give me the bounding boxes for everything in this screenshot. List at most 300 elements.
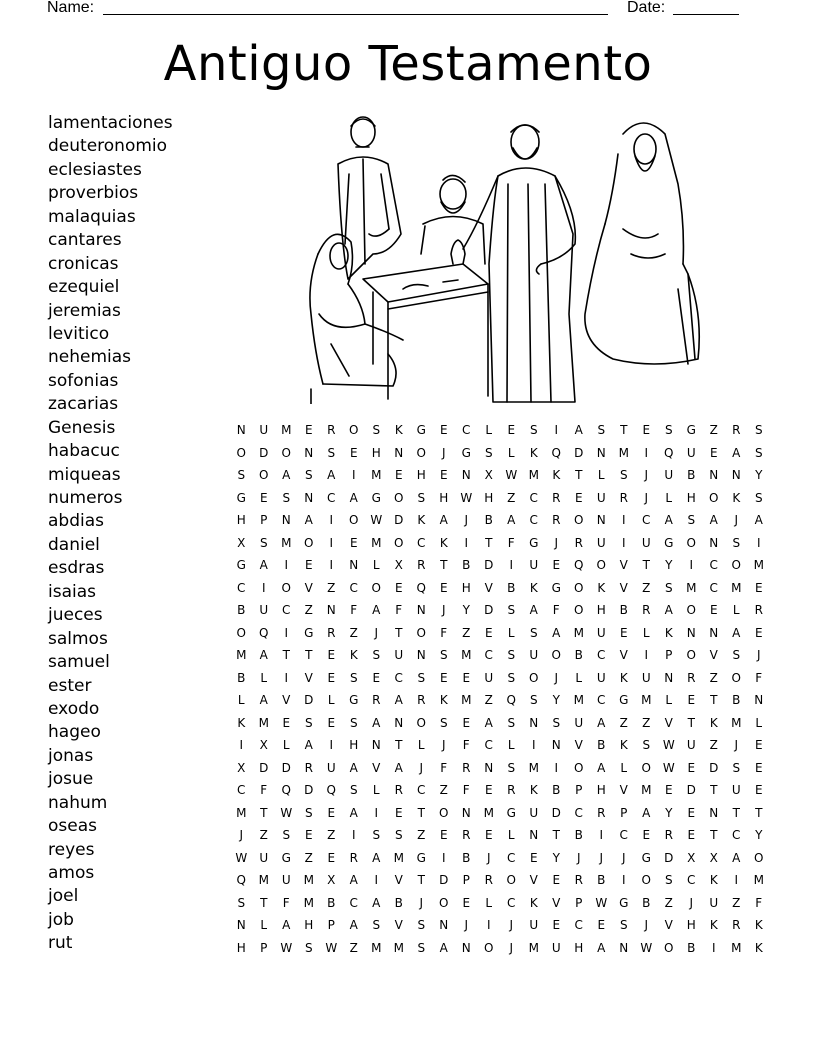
grid-letter[interactable]: S [394, 828, 403, 842]
grid-letter[interactable]: M [618, 445, 629, 460]
grid-letter[interactable]: A [372, 715, 381, 730]
grid-letter[interactable]: N [304, 445, 314, 460]
grid-letter[interactable]: O [236, 445, 246, 460]
grid-letter[interactable]: D [394, 513, 404, 527]
grid-letter[interactable]: A [732, 850, 741, 865]
grid-letter[interactable]: C [237, 783, 246, 797]
grid-letter[interactable]: U [259, 423, 269, 437]
grid-letter[interactable]: Q [574, 558, 584, 572]
grid-letter[interactable]: O [394, 535, 404, 550]
grid-letter[interactable]: J [734, 738, 739, 752]
grid-letter[interactable]: Z [439, 783, 448, 797]
grid-letter[interactable]: L [665, 693, 673, 707]
grid-letter[interactable]: N [236, 918, 246, 932]
grid-letter[interactable]: B [462, 558, 471, 572]
grid-letter[interactable]: F [507, 535, 515, 550]
grid-letter[interactable]: E [754, 625, 763, 640]
grid-letter[interactable]: Z [304, 603, 313, 617]
grid-letter[interactable]: S [237, 895, 246, 910]
grid-letter[interactable]: T [755, 805, 763, 820]
grid-letter[interactable]: A [372, 850, 381, 865]
grid-letter[interactable]: D [664, 850, 674, 865]
grid-letter[interactable]: G [236, 490, 246, 505]
grid-letter[interactable]: S [439, 648, 448, 662]
grid-letter[interactable]: R [484, 873, 493, 887]
grid-letter[interactable]: X [709, 850, 718, 865]
grid-letter[interactable]: R [417, 558, 426, 572]
grid-letter[interactable]: O [574, 760, 584, 775]
grid-letter[interactable]: S [304, 940, 313, 955]
grid-letter[interactable]: M [236, 805, 247, 820]
grid-letter[interactable]: S [417, 490, 426, 505]
grid-letter[interactable]: E [462, 715, 471, 730]
grid-letter[interactable]: L [260, 670, 268, 685]
grid-letter[interactable]: D [304, 693, 314, 707]
grid-letter[interactable]: A [349, 918, 358, 932]
grid-letter[interactable]: E [552, 873, 561, 887]
grid-letter[interactable]: M [686, 580, 697, 595]
grid-letter[interactable]: E [507, 423, 516, 437]
grid-letter[interactable]: H [596, 603, 606, 617]
grid-letter[interactable]: R [372, 693, 381, 707]
grid-letter[interactable]: U [326, 760, 336, 775]
grid-letter[interactable]: S [349, 670, 358, 685]
grid-letter[interactable]: D [484, 603, 494, 617]
grid-letter[interactable]: E [484, 783, 493, 797]
grid-letter[interactable]: T [552, 828, 560, 842]
grid-letter[interactable]: Z [259, 828, 268, 842]
grid-letter[interactable]: R [732, 423, 741, 437]
grid-letter[interactable]: E [552, 558, 561, 572]
grid-letter[interactable]: I [486, 918, 491, 932]
grid-letter[interactable]: O [596, 558, 606, 572]
grid-letter[interactable]: K [754, 940, 763, 955]
grid-letter[interactable]: A [349, 490, 358, 505]
grid-letter[interactable]: O [641, 760, 651, 775]
grid-letter[interactable]: P [575, 895, 583, 910]
grid-letter[interactable]: T [575, 468, 583, 482]
grid-letter[interactable]: Z [327, 580, 336, 595]
grid-letter[interactable]: M [281, 423, 292, 437]
grid-letter[interactable]: D [574, 445, 584, 460]
grid-letter[interactable]: S [327, 445, 336, 460]
grid-letter[interactable]: O [731, 558, 741, 572]
grid-letter[interactable]: O [349, 513, 359, 527]
grid-letter[interactable]: E [327, 648, 336, 662]
grid-letter[interactable]: S [597, 423, 606, 437]
grid-letter[interactable]: K [754, 918, 763, 932]
grid-letter[interactable]: R [462, 760, 471, 775]
grid-letter[interactable]: G [371, 490, 381, 505]
grid-letter[interactable]: S [529, 693, 538, 707]
grid-letter[interactable]: V [552, 895, 561, 910]
grid-letter[interactable]: I [261, 580, 266, 595]
grid-letter[interactable]: C [394, 670, 403, 685]
name-field[interactable] [103, 14, 608, 15]
grid-letter[interactable]: N [349, 558, 359, 572]
grid-letter[interactable]: R [642, 603, 651, 617]
grid-letter[interactable]: F [462, 738, 470, 752]
grid-letter[interactable]: M [393, 850, 404, 865]
grid-letter[interactable]: E [754, 760, 763, 775]
grid-letter[interactable]: M [371, 535, 382, 550]
grid-letter[interactable]: Z [484, 693, 493, 707]
grid-letter[interactable]: K [529, 445, 538, 460]
grid-letter[interactable]: R [687, 670, 696, 685]
grid-letter[interactable]: D [484, 558, 494, 572]
grid-letter[interactable]: P [462, 873, 470, 887]
grid-letter[interactable]: P [327, 918, 335, 932]
grid-letter[interactable]: F [395, 603, 403, 617]
grid-letter[interactable]: L [620, 760, 628, 775]
grid-letter[interactable]: K [619, 738, 628, 752]
grid-letter[interactable]: Y [755, 828, 763, 842]
grid-letter[interactable]: B [462, 850, 471, 865]
grid-letter[interactable]: A [327, 468, 336, 482]
grid-letter[interactable]: R [732, 918, 741, 932]
grid-letter[interactable]: K [237, 715, 246, 730]
grid-letter[interactable]: S [237, 468, 246, 482]
grid-letter[interactable]: M [641, 783, 652, 797]
grid-letter[interactable]: S [507, 603, 516, 617]
grid-letter[interactable]: E [484, 625, 493, 640]
grid-letter[interactable]: S [304, 468, 313, 482]
grid-letter[interactable]: K [709, 873, 718, 887]
grid-letter[interactable]: J [464, 918, 469, 932]
grid-letter[interactable]: U [259, 850, 269, 865]
grid-letter[interactable]: V [484, 580, 493, 595]
grid-letter[interactable]: W [662, 738, 675, 752]
grid-letter[interactable]: G [461, 445, 471, 460]
grid-letter[interactable]: R [619, 490, 628, 505]
grid-letter[interactable]: Z [664, 895, 673, 910]
grid-letter[interactable]: N [596, 445, 606, 460]
grid-letter[interactable]: A [574, 423, 583, 437]
grid-letter[interactable]: S [259, 535, 268, 550]
grid-letter[interactable]: V [574, 738, 583, 752]
grid-letter[interactable]: N [461, 805, 471, 820]
grid-letter[interactable]: B [484, 513, 493, 527]
grid-letter[interactable]: E [372, 670, 381, 685]
grid-letter[interactable]: A [507, 513, 516, 527]
grid-letter[interactable]: T [710, 783, 718, 797]
grid-letter[interactable]: M [753, 558, 764, 572]
grid-letter[interactable]: J [554, 670, 559, 685]
grid-letter[interactable]: B [619, 603, 628, 617]
grid-letter[interactable]: M [731, 940, 742, 955]
grid-letter[interactable]: A [282, 468, 291, 482]
grid-letter[interactable]: H [461, 580, 471, 595]
grid-letter[interactable]: R [394, 783, 403, 797]
grid-letter[interactable]: S [484, 445, 493, 460]
grid-letter[interactable]: V [664, 918, 673, 932]
grid-letter[interactable]: J [239, 828, 244, 842]
grid-letter[interactable]: U [529, 918, 539, 932]
grid-letter[interactable]: R [552, 513, 561, 527]
grid-letter[interactable]: T [417, 873, 425, 887]
grid-letter[interactable]: M [281, 535, 292, 550]
grid-letter[interactable]: J [509, 918, 514, 932]
grid-letter[interactable]: L [755, 715, 763, 730]
grid-letter[interactable]: E [687, 693, 696, 707]
grid-letter[interactable]: E [687, 828, 696, 842]
grid-letter[interactable]: H [439, 490, 449, 505]
grid-letter[interactable]: U [484, 670, 494, 685]
grid-letter[interactable]: A [372, 603, 381, 617]
grid-letter[interactable]: E [574, 490, 583, 505]
grid-letter[interactable]: E [349, 445, 358, 460]
grid-letter[interactable]: R [327, 423, 336, 437]
grid-letter[interactable]: H [236, 513, 246, 527]
grid-letter[interactable]: O [349, 423, 359, 437]
grid-letter[interactable]: Y [665, 558, 673, 572]
grid-letter[interactable]: I [329, 558, 334, 572]
grid-letter[interactable]: N [416, 648, 426, 662]
grid-letter[interactable]: U [596, 670, 606, 685]
grid-letter[interactable]: L [372, 783, 380, 797]
grid-letter[interactable]: L [642, 625, 650, 640]
grid-letter[interactable]: M [393, 940, 404, 955]
grid-letter[interactable]: O [686, 648, 696, 662]
grid-letter[interactable]: C [597, 648, 606, 662]
grid-letter[interactable]: C [507, 895, 516, 910]
grid-letter[interactable]: W [280, 940, 293, 955]
grid-letter[interactable]: M [483, 805, 494, 820]
grid-letter[interactable]: H [686, 490, 696, 505]
grid-letter[interactable]: K [394, 423, 403, 437]
grid-letter[interactable]: O [416, 625, 426, 640]
grid-letter[interactable]: A [664, 513, 673, 527]
grid-letter[interactable]: S [417, 918, 426, 932]
grid-letter[interactable]: C [732, 828, 741, 842]
grid-letter[interactable]: A [372, 895, 381, 910]
grid-letter[interactable]: J [374, 625, 379, 640]
grid-letter[interactable]: Y [755, 468, 763, 482]
grid-letter[interactable]: J [441, 603, 446, 617]
grid-letter[interactable]: K [709, 918, 718, 932]
grid-letter[interactable]: X [259, 738, 268, 752]
grid-letter[interactable]: E [394, 805, 403, 820]
grid-letter[interactable]: F [282, 895, 290, 910]
grid-letter[interactable]: T [440, 558, 448, 572]
grid-letter[interactable]: G [416, 850, 426, 865]
grid-letter[interactable]: E [394, 580, 403, 595]
grid-letter[interactable]: V [529, 873, 538, 887]
grid-letter[interactable]: B [327, 895, 336, 910]
grid-letter[interactable]: N [326, 603, 336, 617]
grid-letter[interactable]: Z [327, 828, 336, 842]
grid-letter[interactable]: L [732, 603, 740, 617]
grid-letter[interactable]: H [371, 445, 381, 460]
grid-letter[interactable]: B [574, 648, 583, 662]
grid-letter[interactable]: A [394, 760, 403, 775]
grid-letter[interactable]: S [664, 873, 673, 887]
grid-letter[interactable]: V [304, 670, 313, 685]
grid-letter[interactable]: X [327, 873, 336, 887]
grid-letter[interactable]: A [529, 603, 538, 617]
grid-letter[interactable]: O [664, 940, 674, 955]
grid-letter[interactable]: G [664, 535, 674, 550]
grid-letter[interactable]: K [732, 490, 741, 505]
grid-letter[interactable]: E [754, 783, 763, 797]
grid-letter[interactable]: N [304, 490, 314, 505]
grid-letter[interactable]: S [754, 423, 763, 437]
grid-letter[interactable]: E [642, 828, 651, 842]
grid-letter[interactable]: S [687, 513, 696, 527]
grid-letter[interactable]: N [484, 760, 494, 775]
grid-letter[interactable]: A [259, 648, 268, 662]
grid-letter[interactable]: M [236, 648, 247, 662]
grid-letter[interactable]: B [642, 895, 651, 910]
grid-letter[interactable]: O [371, 580, 381, 595]
grid-letter[interactable]: E [642, 423, 651, 437]
grid-letter[interactable]: B [237, 603, 246, 617]
grid-letter[interactable]: J [554, 535, 559, 550]
grid-letter[interactable]: C [529, 490, 538, 505]
grid-letter[interactable]: G [529, 535, 539, 550]
grid-letter[interactable]: V [619, 558, 628, 572]
grid-letter[interactable]: L [575, 670, 583, 685]
grid-letter[interactable]: N [664, 670, 674, 685]
grid-letter[interactable]: I [756, 535, 761, 550]
grid-letter[interactable]: E [282, 715, 291, 730]
grid-letter[interactable]: I [531, 738, 536, 752]
grid-letter[interactable]: A [282, 918, 291, 932]
grid-letter[interactable]: Q [281, 783, 291, 797]
grid-letter[interactable]: D [259, 445, 269, 460]
grid-letter[interactable]: H [596, 783, 606, 797]
grid-letter[interactable]: N [394, 715, 404, 730]
grid-letter[interactable]: M [528, 468, 539, 482]
grid-letter[interactable]: Z [417, 828, 426, 842]
grid-letter[interactable]: Q [259, 625, 269, 640]
grid-letter[interactable]: S [664, 580, 673, 595]
grid-letter[interactable]: G [281, 850, 291, 865]
grid-letter[interactable]: N [686, 625, 696, 640]
grid-letter[interactable]: X [237, 760, 246, 775]
grid-letter[interactable]: C [349, 580, 358, 595]
grid-letter[interactable]: A [349, 805, 358, 820]
grid-letter[interactable]: S [552, 715, 561, 730]
grid-letter[interactable]: A [597, 715, 606, 730]
grid-letter[interactable]: O [574, 580, 584, 595]
grid-letter[interactable]: L [237, 693, 245, 707]
grid-letter[interactable]: A [259, 693, 268, 707]
grid-letter[interactable]: Q [551, 445, 561, 460]
grid-letter[interactable]: N [709, 535, 719, 550]
grid-letter[interactable]: R [507, 783, 516, 797]
grid-letter[interactable]: W [595, 895, 608, 910]
grid-letter[interactable]: O [281, 445, 291, 460]
grid-letter[interactable]: I [239, 738, 244, 752]
grid-letter[interactable]: T [732, 805, 740, 820]
grid-letter[interactable]: M [371, 940, 382, 955]
grid-letter[interactable]: S [349, 715, 358, 730]
grid-letter[interactable]: T [710, 693, 718, 707]
grid-letter[interactable]: C [484, 648, 493, 662]
grid-letter[interactable]: U [596, 625, 606, 640]
grid-letter[interactable]: J [441, 738, 446, 752]
grid-letter[interactable]: M [731, 715, 742, 730]
grid-letter[interactable]: E [439, 580, 448, 595]
grid-letter[interactable]: O [394, 490, 404, 505]
grid-letter[interactable]: M [461, 693, 472, 707]
grid-letter[interactable]: I [621, 513, 626, 527]
grid-letter[interactable]: K [439, 535, 448, 550]
grid-letter[interactable]: C [327, 490, 336, 505]
grid-letter[interactable]: H [574, 940, 584, 955]
grid-letter[interactable]: K [529, 895, 538, 910]
grid-letter[interactable]: O [439, 895, 449, 910]
grid-letter[interactable]: F [440, 625, 448, 640]
grid-letter[interactable]: A [439, 940, 448, 955]
grid-letter[interactable]: I [464, 535, 469, 550]
grid-letter[interactable]: U [529, 648, 539, 662]
grid-letter[interactable]: J [486, 850, 491, 865]
grid-letter[interactable]: S [304, 715, 313, 730]
grid-letter[interactable]: E [439, 468, 448, 482]
grid-letter[interactable]: S [372, 918, 381, 932]
grid-letter[interactable]: V [394, 873, 403, 887]
grid-letter[interactable]: F [350, 603, 358, 617]
grid-letter[interactable]: O [731, 670, 741, 685]
grid-letter[interactable]: L [485, 423, 493, 437]
grid-letter[interactable]: O [551, 648, 561, 662]
grid-letter[interactable]: S [754, 445, 763, 460]
grid-letter[interactable]: V [619, 580, 628, 595]
grid-letter[interactable]: V [304, 580, 313, 595]
grid-letter[interactable]: R [664, 828, 673, 842]
grid-letter[interactable]: N [439, 918, 449, 932]
grid-letter[interactable]: L [665, 490, 673, 505]
grid-letter[interactable]: R [349, 850, 358, 865]
grid-letter[interactable]: Y [462, 603, 470, 617]
grid-letter[interactable]: J [689, 895, 694, 910]
grid-letter[interactable]: C [237, 580, 246, 595]
grid-letter[interactable]: B [552, 783, 561, 797]
grid-letter[interactable]: E [304, 558, 313, 572]
grid-letter[interactable]: A [349, 760, 358, 775]
grid-letter[interactable]: K [349, 648, 358, 662]
grid-letter[interactable]: I [734, 873, 739, 887]
grid-letter[interactable]: C [574, 918, 583, 932]
grid-letter[interactable]: D [551, 805, 561, 820]
grid-letter[interactable]: G [236, 558, 246, 572]
grid-letter[interactable]: R [462, 828, 471, 842]
grid-letter[interactable]: A [732, 445, 741, 460]
grid-letter[interactable]: W [505, 468, 518, 482]
grid-letter[interactable]: U [551, 940, 561, 955]
grid-letter[interactable]: L [507, 445, 515, 460]
grid-letter[interactable]: O [304, 535, 314, 550]
grid-letter[interactable]: R [327, 625, 336, 640]
date-field[interactable] [673, 14, 739, 15]
grid-letter[interactable]: E [619, 625, 628, 640]
grid-letter[interactable]: I [621, 535, 626, 550]
grid-letter[interactable]: P [620, 805, 628, 820]
grid-letter[interactable]: F [260, 783, 268, 797]
grid-letter[interactable]: O [439, 805, 449, 820]
grid-letter[interactable]: S [372, 828, 381, 842]
grid-letter[interactable]: N [596, 513, 606, 527]
grid-letter[interactable]: T [620, 423, 628, 437]
grid-letter[interactable]: S [507, 670, 516, 685]
grid-letter[interactable]: I [351, 828, 356, 842]
grid-letter[interactable]: E [484, 828, 493, 842]
grid-letter[interactable]: L [417, 738, 425, 752]
grid-letter[interactable]: T [642, 558, 650, 572]
grid-letter[interactable]: B [732, 693, 741, 707]
